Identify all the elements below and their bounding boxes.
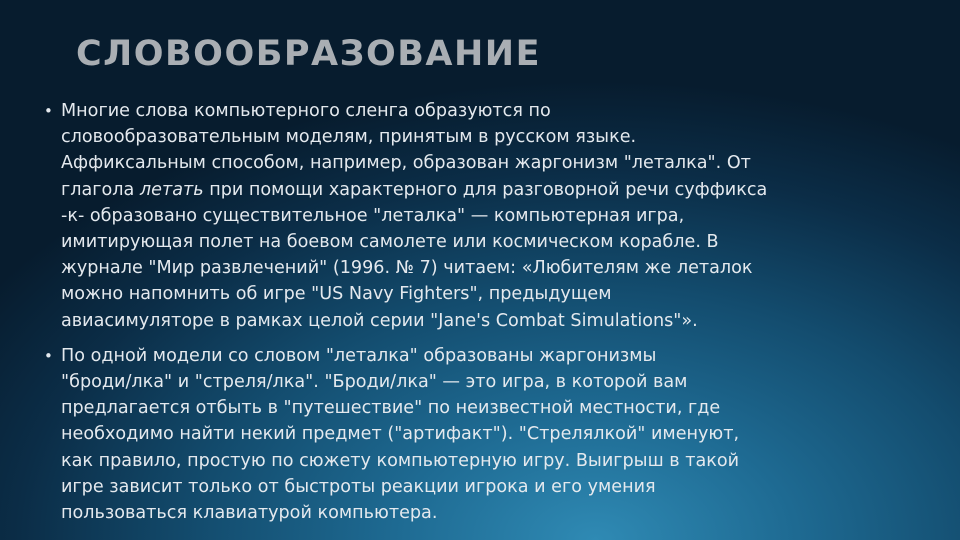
bullet-line: предлагается отбыть в "путешествие" по неизвестной местности, где [61, 398, 721, 419]
bullet-line: По одной модели со словом "леталка" образованы жаргонизмы [61, 345, 657, 366]
bullet-item [44, 98, 924, 334]
bullet-line: пользоваться клавиатурой компьютера. [61, 503, 438, 524]
bullet-line: Аффиксальным способом, например, образован жаргонизм "леталка". От [61, 153, 751, 174]
bullet-line: игре зависит только от быстроты реакции игрока и его умения [61, 476, 656, 497]
bullet-item [44, 343, 924, 526]
bullet-list [44, 98, 924, 535]
bullet-line: авиасимуляторе в рамках целой серии "Jane's Combat Simulations"». [61, 310, 698, 331]
bullet-line: имитирующая полет на боевом самолете или космическом корабле. В [61, 232, 719, 253]
bullet-line: Многие слова компьютерного сленга образуются по [61, 101, 551, 121]
bullet-text: при помощи характерного для разговорной речи суффикса [203, 179, 768, 200]
bullet-line: необходимо найти некий предмет ("артифакт"). "Стрелялкой" именуют, [61, 424, 740, 445]
bullet-line [61, 177, 924, 203]
bullet-line: можно напомнить об игре "US Navy Fighters", предыдущем [61, 284, 612, 305]
bullet-line: "броди/лка" и "стреля/лка". "Броди/лка" — это игра, в которой вам [61, 372, 688, 393]
bullet-line: -к- образовано существительное "леталка" — компьютерная игра, [61, 205, 685, 226]
bullet-marker: • [44, 346, 53, 365]
bullet-line: словообразовательным моделям, принятым в русском языке. [61, 127, 637, 148]
bullet-marker: • [44, 102, 53, 120]
bullet-line: журнале "Мир развлечений" (1996. № 7) читаем: «Любителям же леталок [61, 258, 753, 279]
italic-word: летать [139, 179, 204, 200]
bullet-line: как правило, простую по сюжету компьютерную игру. Выигрыш в такой [61, 450, 740, 471]
bullet-text: глагола [61, 179, 140, 200]
slide-title: СЛОВООБРАЗОВАНИЕ [76, 34, 541, 74]
